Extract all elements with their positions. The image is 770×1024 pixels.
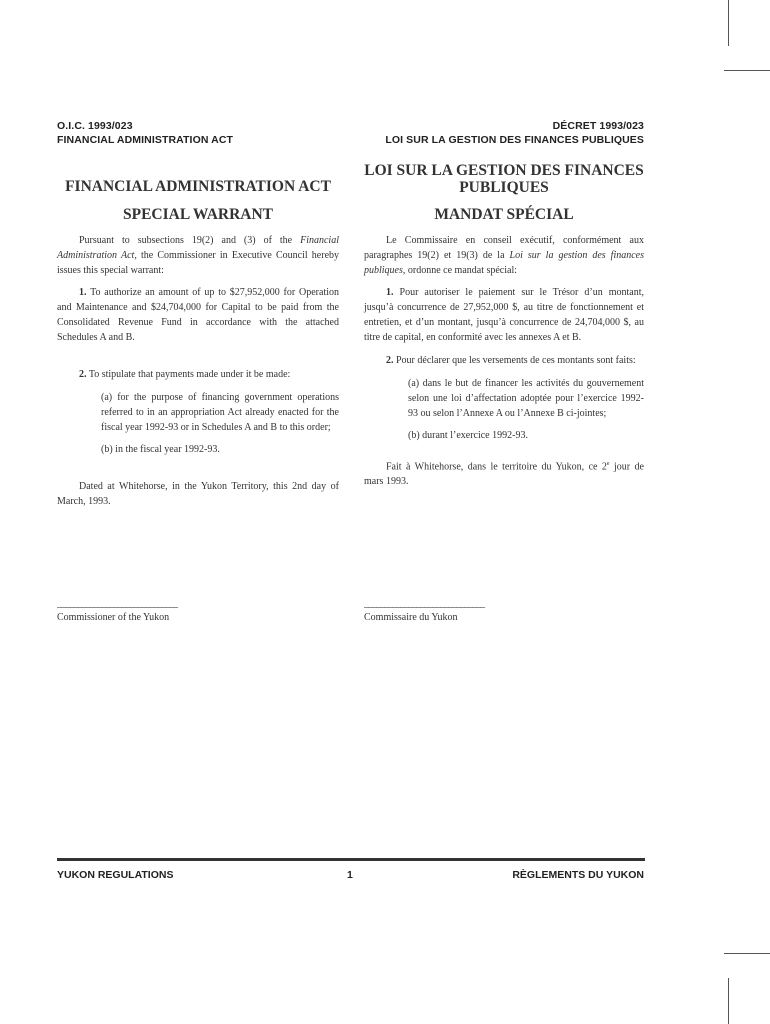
french-para-1-text: Pour autoriser le paiement sur le Trésor d’un montant, jusqu’à concurrence de 27,952,000 $, au titre de fonctionnement et entretien, et d’un montant, jusqu’à concurrence de 24,704,000 $, au titre de capital, en conformité avec les annexes A et B. [364, 287, 644, 343]
footer-left: YUKON REGULATIONS [57, 869, 174, 881]
english-item-a: (a) for the purpose of financing government operations referred to in an appropriation Act already enacted for the fiscal year 1992-93 or in Schedules A and B to this order; [101, 392, 339, 433]
french-item-a: (a) dans le but de financer les activités du gouvernement selon une loi d’affectation adoptée pour l’exercice 1992-93 ou selon l’Annexe A ou l’Annexe B ci-jointes; [408, 378, 644, 419]
french-para-1 [364, 285, 644, 345]
footer-rule [57, 858, 645, 861]
english-intro-act: Financial Administration Act [57, 235, 339, 261]
french-title: LOI SUR LA GESTION DES FINANCES PUBLIQUES [364, 162, 644, 196]
english-para-2-text: To stipulate that payments made under it be made: [86, 369, 291, 380]
footer-page-number: 1 [347, 869, 353, 881]
english-item-b: (b) in the fiscal year 1992-93. [101, 444, 220, 455]
header-loi-name: LOI SUR LA GESTION DES FINANCES PUBLIQUES [385, 134, 644, 146]
french-signature-line: ______________________________ [364, 598, 484, 609]
crop-mark-top-vertical [728, 0, 729, 46]
french-subtitle: MANDAT SPÉCIAL [434, 206, 574, 223]
english-signature-label: Commissioner of the Yukon [57, 612, 170, 623]
french-dated-post: jour de mars 1993. [364, 461, 644, 488]
english-para-2-number: 2. [79, 369, 87, 380]
english-para-2 [57, 367, 339, 382]
english-intro [57, 233, 339, 278]
french-intro [364, 233, 644, 278]
header-right [385, 119, 644, 147]
french-para-2-text: Pour déclarer que les versements de ces montants sont faits: [393, 355, 636, 366]
english-subtitle: SPECIAL WARRANT [122, 206, 273, 223]
french-para-2-number: 2. [386, 355, 394, 366]
footer-right: RÈGLEMENTS DU YUKON [512, 869, 644, 881]
french-item-b: (b) durant l’exercice 1992-93. [408, 430, 528, 441]
french-para-2 [364, 353, 644, 368]
french-intro-pre: Le Commissaire en conseil exécutif, conformément aux paragraphes 19(2) et 19(3) de la [364, 235, 644, 261]
crop-mark-bottom-vertical [728, 978, 729, 1024]
crop-mark-bottom-horizontal [724, 953, 770, 954]
english-para-1 [57, 285, 339, 345]
english-para-1-number: 1. [79, 287, 87, 298]
header-act-name: FINANCIAL ADMINISTRATION ACT [57, 134, 234, 146]
crop-mark-top-horizontal [724, 70, 770, 71]
english-title: FINANCIAL ADMINISTRATION ACT [65, 178, 331, 195]
english-intro-pre: Pursuant to subsections 19(2) and (3) of the [79, 235, 301, 246]
french-intro-post: , ordonne ce mandat spécial: [402, 265, 518, 276]
header-oic-number: O.I.C. 1993/023 [57, 120, 133, 132]
english-intro-post: , the Commissioner in Executive Council hereby issues this special warrant: [57, 250, 340, 276]
header-decret-number: DÉCRET 1993/023 [552, 120, 644, 132]
english-dated: Dated at Whitehorse, in the Yukon Territory, this 2nd day of March, 1993. [57, 481, 339, 507]
french-signature-label: Commissaire du Yukon [364, 612, 458, 623]
french-intro-act: Loi sur la gestion des finances publiques [364, 250, 644, 276]
french-column [364, 233, 644, 489]
english-para-1-text: To authorize an amount of up to $27,952,000 for Operation and Maintenance and $24,704,000 for Capital to be paid from the Consolidated Revenue Fund in accordance with the attached Schedules A and B. [57, 287, 339, 343]
french-dated-superscript: e [606, 461, 610, 467]
french-dated [364, 457, 644, 489]
french-dated-pre: Fait à Whitehorse, dans le territoire du Yukon, ce 2 [386, 461, 607, 473]
french-para-1-number: 1. [386, 287, 394, 298]
english-signature-line: ______________________________ [57, 598, 177, 609]
english-column [57, 233, 339, 509]
header-left [57, 119, 233, 147]
